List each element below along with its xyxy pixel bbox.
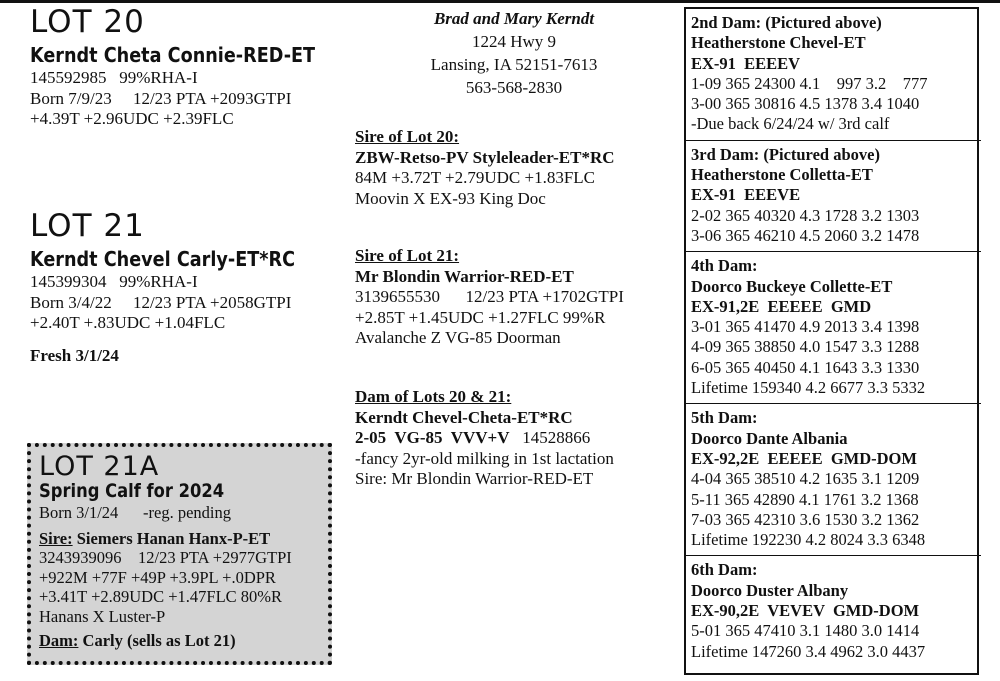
lot21a-born: Born 3/1/24 -reg. pending bbox=[39, 503, 232, 522]
dam-lots-classification: 2-05 VG-85 VVV+V bbox=[355, 428, 510, 447]
dam-name: Heatherstone Colletta-ET bbox=[691, 165, 873, 185]
lot20-born: Born 7/9/23 12/23 PTA +2093GTPI bbox=[30, 88, 292, 108]
dam-5th bbox=[691, 408, 977, 550]
sire21-pedigree: Avalanche Z VG-85 Doorman bbox=[355, 328, 561, 347]
dam-lots-note: -fancy 2yr-old milking in 1st lactation bbox=[355, 448, 614, 468]
sire21-heading: Sire of Lot 21: bbox=[355, 246, 460, 265]
lot21a-pedigree: Hanans X Luster-P bbox=[39, 606, 166, 626]
dam-record: -Due back 6/24/24 w/ 3rd calf bbox=[691, 114, 890, 134]
sire20-section bbox=[355, 127, 615, 209]
divider bbox=[686, 403, 981, 404]
dam-4th bbox=[691, 256, 977, 398]
lot21a-name: Spring Calf for 2024 bbox=[39, 480, 225, 502]
sire21-traits: +2.85T +1.45UDC +1.27FLC 99%R bbox=[355, 307, 606, 327]
dam-6th bbox=[691, 560, 977, 661]
dam-lifetime: Lifetime 159340 4.2 6677 3.3 5332 bbox=[691, 378, 926, 398]
lot21a-box bbox=[27, 443, 332, 665]
dam-title: 3rd Dam: (Pictured above) bbox=[691, 144, 880, 164]
maternal-line-box bbox=[684, 7, 979, 675]
sire20-traits: 84M +3.72T +2.79UDC +1.83FLC bbox=[355, 168, 596, 187]
dam-2nd bbox=[691, 13, 977, 135]
dam-lots-reg: 14528866 bbox=[509, 428, 591, 447]
dam-record: 4-09 365 38850 4.0 1547 3.3 1288 bbox=[691, 337, 920, 357]
dam-record: 3-01 365 41470 4.9 2013 3.4 1398 bbox=[691, 317, 920, 337]
lot21a-dam-text: Carly (sells as Lot 21) bbox=[78, 630, 236, 650]
lot21a-dam-label: Dam: bbox=[39, 630, 79, 650]
lot21-born: Born 3/4/22 12/23 PTA +2058GTPI bbox=[30, 292, 292, 312]
dam-record: 4-04 365 38510 4.2 1635 3.1 1209 bbox=[691, 469, 920, 489]
sire21-name: Mr Blondin Warrior-RED-ET bbox=[355, 266, 574, 286]
dam-lots-section bbox=[355, 387, 614, 490]
lot21-traits: +2.40T +.83UDC +1.04FLC bbox=[30, 313, 226, 332]
dam-record: 5-11 365 42890 4.1 1761 3.2 1368 bbox=[691, 489, 919, 509]
lot21-section bbox=[30, 210, 338, 366]
lot21-fresh: Fresh 3/1/24 bbox=[30, 345, 119, 365]
dam-record: 5-01 365 47410 3.1 1480 3.0 1414 bbox=[691, 621, 920, 641]
dam-lots-name: Kerndt Chevel-Cheta-ET*RC bbox=[355, 407, 573, 427]
dam-score: EX-91 EEEEV bbox=[691, 53, 801, 73]
dam-record: 2-02 365 40320 4.3 1728 3.2 1303 bbox=[691, 205, 920, 225]
lot21-title: LOT 21 bbox=[30, 208, 145, 244]
dam-record: 3-00 365 30816 4.5 1378 3.4 1040 bbox=[691, 94, 920, 114]
divider bbox=[686, 140, 981, 141]
lot21a-reg: 3243939096 12/23 PTA +2977GTPI bbox=[39, 548, 292, 568]
owner-name: Brad and Mary Kerndt bbox=[433, 9, 595, 28]
dam-score: EX-91 EEEVE bbox=[691, 185, 801, 205]
lot21a-title: LOT 21A bbox=[39, 451, 160, 482]
owner-address: 1224 Hwy 9 bbox=[471, 32, 557, 51]
dam-record: 1-09 365 24300 4.1 997 3.2 777 bbox=[691, 73, 928, 93]
lot20-name: Kerndt Cheta Connie-RED-ET bbox=[30, 43, 316, 67]
dam-lifetime: Lifetime 192230 4.2 8024 3.3 6348 bbox=[691, 530, 926, 550]
dam-score: EX-92,2E EEEEE GMD-DOM bbox=[691, 448, 917, 468]
dam-record: 6-05 365 40450 4.1 1643 3.3 1330 bbox=[691, 357, 920, 377]
dam-lifetime: Lifetime 147260 3.4 4962 3.0 4437 bbox=[691, 641, 926, 661]
sire20-pedigree: Moovin X EX-93 King Doc bbox=[355, 188, 546, 208]
dam-name: Heatherstone Chevel-ET bbox=[691, 33, 866, 53]
lot21-name: Kerndt Chevel Carly-ET*RC bbox=[30, 247, 296, 271]
dam-lots-heading: Dam of Lots 20 & 21: bbox=[355, 387, 512, 406]
owner-block bbox=[355, 7, 673, 99]
dam-title: 5th Dam: bbox=[691, 408, 758, 428]
owner-city: Lansing, IA 52151-7613 bbox=[430, 55, 598, 74]
dam-record: 3-06 365 46210 4.5 2060 3.2 1478 bbox=[691, 225, 920, 245]
lot21-reg: 145399304 99%RHA-I bbox=[30, 272, 198, 291]
dam-score: EX-91,2E EEEEE GMD bbox=[691, 296, 872, 316]
dam-title: 2nd Dam: (Pictured above) bbox=[691, 13, 882, 32]
lot21a-sire-name: Siemers Hanan Hanx-P-ET bbox=[72, 528, 271, 548]
sire21-reg: 3139655530 12/23 PTA +1702GTPI bbox=[355, 287, 624, 306]
lot20-section bbox=[30, 6, 362, 130]
dam-name: Doorco Duster Albany bbox=[691, 580, 849, 600]
lot20-title: LOT 20 bbox=[30, 4, 145, 40]
dam-name: Doorco Buckeye Collette-ET bbox=[691, 276, 893, 296]
sire21-section bbox=[355, 246, 624, 349]
dam-3rd bbox=[691, 145, 977, 246]
divider bbox=[686, 555, 981, 556]
lot21a-sire bbox=[39, 529, 328, 549]
sire20-name: ZBW-Retso-PV Styleleader-ET*RC bbox=[355, 147, 615, 167]
dam-lots-sire: Sire: Mr Blondin Warrior-RED-ET bbox=[355, 469, 594, 488]
sire20-heading: Sire of Lot 20: bbox=[355, 127, 460, 146]
lot21a-traits: +3.41T +2.89UDC +1.47FLC 80%R bbox=[39, 587, 283, 607]
lot21a-prod: +922M +77F +49P +3.9PL +.0DPR bbox=[39, 567, 276, 587]
dam-name: Doorco Dante Albania bbox=[691, 428, 848, 448]
lot20-reg: 145592985 99%RHA-I bbox=[30, 68, 198, 87]
divider bbox=[686, 251, 981, 252]
top-rule bbox=[0, 0, 1000, 3]
dam-title: 4th Dam: bbox=[691, 256, 758, 276]
lot20-traits: +4.39T +2.96UDC +2.39FLC bbox=[30, 109, 234, 128]
dam-lots-score bbox=[355, 428, 614, 449]
dam-record: 7-03 365 42310 3.6 1530 3.2 1362 bbox=[691, 509, 920, 529]
dam-score: EX-90,2E VEVEV GMD-DOM bbox=[691, 601, 920, 621]
lot21a-dam bbox=[39, 631, 328, 651]
owner-phone: 563-568-2830 bbox=[465, 78, 563, 97]
dam-title: 6th Dam: bbox=[691, 560, 758, 580]
lot21a-sire-label: Sire: bbox=[39, 528, 73, 548]
